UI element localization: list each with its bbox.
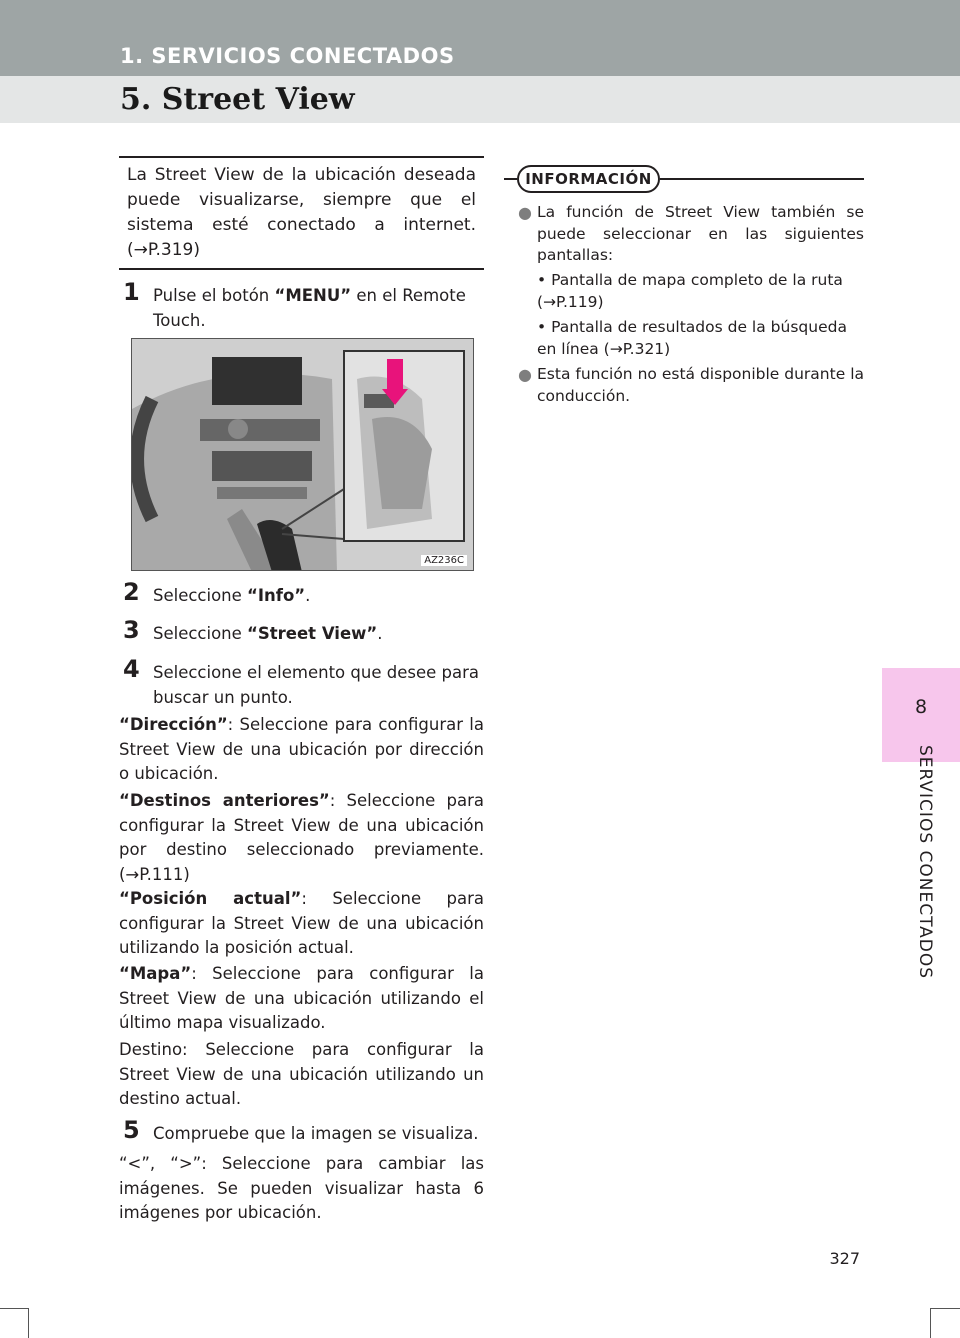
step-number: 4 (123, 655, 140, 683)
crop-mark (28, 1308, 29, 1338)
option-direccion: “Dirección”: Seleccione para configurar la Street View de una ubicación por dirección o ubicación. (119, 715, 484, 783)
bullet-icon: ● (518, 365, 532, 384)
image-code: AZ236C (421, 555, 467, 566)
info-item: ● Esta función no está disponible durante la conducción. (518, 365, 864, 405)
chapter-number: 8 (914, 696, 928, 718)
crop-mark (930, 1308, 931, 1338)
arrows-note: “<”, “>”: Seleccione para cambiar las imágenes. Se pueden visualizar hasta 6 imágenes por ubicación. (119, 1154, 484, 1222)
crop-mark (0, 1308, 28, 1309)
car-interior-drawing (132, 339, 474, 571)
info-item: ● La función de Street View también se puede seleccionar en las siguientes pantallas: (518, 203, 864, 264)
step-2: 2 Seleccione “Info”. (123, 578, 311, 606)
step-number: 1 (123, 278, 140, 306)
info-subitem: • Pantalla de mapa completo de la ruta (→P.119) (537, 271, 843, 311)
option-destino: Destino: Seleccione para configurar la Street View de una ubicación utilizando un destino actual. (119, 1040, 484, 1108)
page-title: 5. Street View (120, 82, 355, 117)
info-subitem: • Pantalla de resultados de la búsqueda en línea (→P.321) (537, 318, 847, 358)
option-destinos-anteriores: “Destinos anteriores”: Seleccione para configurar la Street View de una ubicación por destino seleccionado previamente. (→P.111) (119, 791, 484, 884)
section-label: 1. SERVICIOS CONECTADOS (120, 44, 455, 68)
option-posicion-actual: “Posición actual”: Seleccione para configurar la Street View de una ubicación utilizando la posición actual. (119, 889, 484, 957)
step-number: 2 (123, 578, 140, 606)
crop-mark (931, 1308, 960, 1309)
step-3: 3 Seleccione “Street View”. (123, 616, 383, 644)
summary-box: La Street View de la ubicación deseada puede visualizarse, siempre que el sistema esté conectado a internet. (→P.319) (119, 156, 484, 270)
step-number: 5 (123, 1116, 140, 1144)
step-4: 4 Seleccione el elemento que desee para buscar un punto. (123, 655, 479, 707)
step-1: 1 Pulse el botón “MENU” en el Remote Touch. (123, 278, 466, 330)
option-mapa: “Mapa”: Seleccione para configurar la Street View de una ubicación utilizando el último mapa visualizado. (119, 964, 484, 1032)
info-heading: INFORMACIÓN (517, 165, 660, 193)
step-5: 5 Compruebe que la imagen se visualiza. (123, 1116, 479, 1144)
page-number: 327 (829, 1249, 860, 1268)
step-number: 3 (123, 616, 140, 644)
remote-touch-illustration (131, 338, 474, 571)
bullet-icon: ● (518, 203, 532, 222)
chapter-label: SERVICIOS CONECTADOS (915, 745, 935, 980)
